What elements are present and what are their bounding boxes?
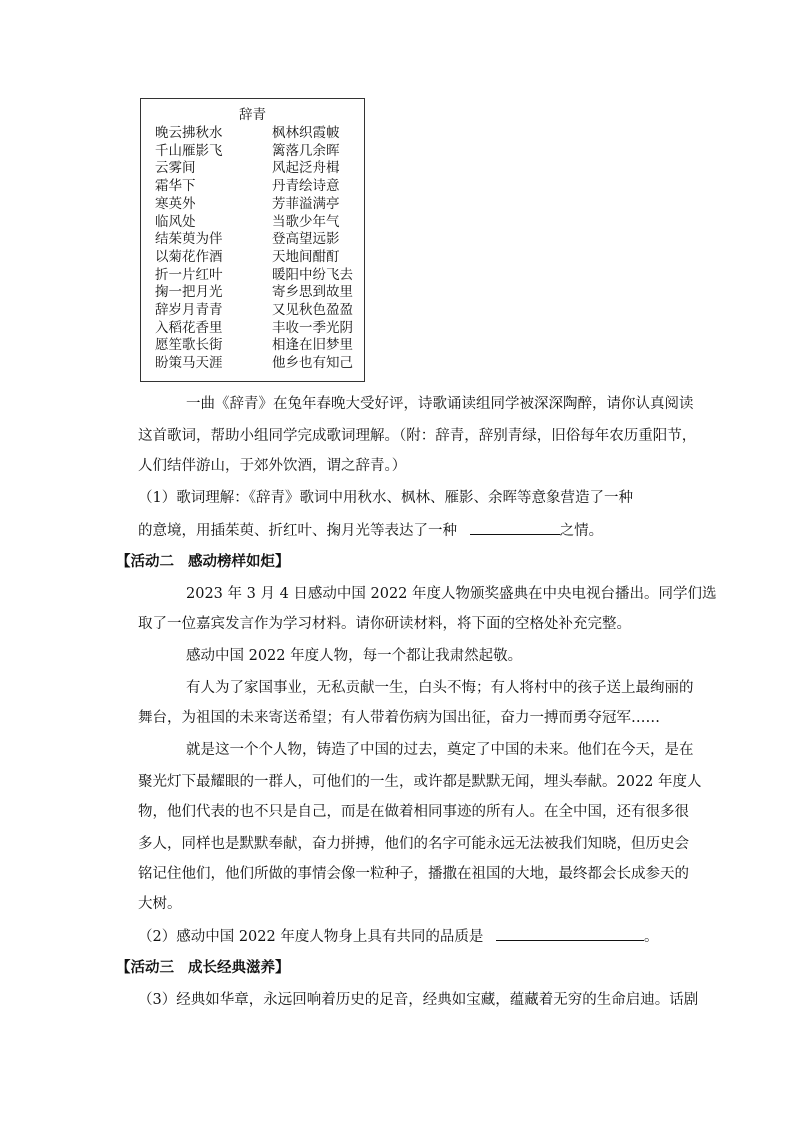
intro-line-2: 这首歌词，帮助小组同学完成歌词理解。（附：辞青，辞别青绿，旧俗每年农历重阳节， xyxy=(138,428,697,444)
material-p4-line-4: 多人，同样也是默默奉献，奋力拼搏，他们的名字可能永远无法被我们知晓，但历史会 xyxy=(138,836,689,852)
question-3-line-1: （3）经典如华章，永远回响着历史的足音，经典如宝藏，蕴藏着无穷的生命启迪。话剧 xyxy=(138,992,699,1008)
material-p3-line-2: 舞台，为祖国的未来寄送希望；有人带着伤病为国出征，奋力一搏而勇夺冠军…… xyxy=(138,710,660,726)
question-2 xyxy=(138,926,678,947)
activity-3-heading xyxy=(116,958,656,978)
poem-right-line: 又见秋色盈盈 xyxy=(272,302,353,318)
poem-right-line: 丰收一季光阴 xyxy=(272,319,353,336)
poem-right-line: 当歌少年气 xyxy=(272,213,340,230)
answer-blank-2[interactable] xyxy=(496,926,644,941)
activity-label: 活动二 xyxy=(130,553,174,570)
poem-left-line: 寒英外 xyxy=(155,195,196,212)
question-1-line-1: （1）歌词理解：《辞青》歌词中用秋水、枫林、雁影、余晖等意象营造了一种 xyxy=(138,490,633,506)
material-p1-line-1: 2023 年 3 月 4 日感动中国 2022 年度人物颁奖盛典在中央电视台播出。同学们选 xyxy=(186,586,717,602)
poem-title: 辞青 xyxy=(239,107,266,123)
poem-right-line: 天地间酣酊 xyxy=(272,248,340,265)
poem-left-line: 掬一把月光 xyxy=(155,284,223,301)
question-1-text: 的意境，用插茱萸、折红叶、掬月光等表达了一种 xyxy=(138,523,457,539)
bracket-close: 】 xyxy=(275,553,290,570)
answer-blank-1[interactable] xyxy=(470,520,560,535)
intro-line-3: 人们结伴游山，于郊外饮酒，谓之辞青。） xyxy=(138,458,407,474)
poem-right-line: 登高望远影 xyxy=(272,231,340,248)
material-p1-line-2: 取了一位嘉宾发言作为学习材料。请你研读材料，将下面的空格处补充完整。 xyxy=(138,616,631,632)
poem-left-line: 霜华下 xyxy=(155,178,196,195)
material-p4-line-2: 聚光灯下最耀眼的一群人，可他们的一生，或许都是默默无闻，埋头奉献。2022 年度人 xyxy=(138,774,702,790)
poem-left-line: 千山雁影飞 xyxy=(155,142,223,159)
poem-left-line: 云雾间 xyxy=(155,160,196,177)
material-p3-line-1: 有人为了家国事业，无私贡献一生，白头不悔；有人将村中的孩子送上最绚丽的 xyxy=(186,680,694,696)
poem-right-line: 枫林织霞帔 xyxy=(272,125,340,141)
poem-left-line: 入稻花香里 xyxy=(155,319,223,336)
poem-left-line: 临风处 xyxy=(155,213,196,230)
poem-box xyxy=(140,98,365,382)
question-2-end: 。 xyxy=(643,929,659,945)
material-p4-line-1: 就是这一个个人物，铸造了中国的过去，奠定了中国的未来。他们在今天，是在 xyxy=(186,742,694,758)
bracket-close: 】 xyxy=(275,959,290,976)
poem-left-line: 以菊花作酒 xyxy=(155,248,223,265)
poem-left-line: 晚云拂秋水 xyxy=(155,125,223,141)
poem-right-line: 丹青绘诗意 xyxy=(272,178,340,195)
poem-right-line: 风起泛舟楫 xyxy=(272,160,340,177)
poem-left-line: 愿笙歌长街 xyxy=(155,337,223,354)
poem-right-line: 暖阳中纷飞去 xyxy=(272,266,353,283)
question-1-end: 之情。 xyxy=(559,523,604,539)
activity-2-heading xyxy=(116,552,656,572)
material-p4-line-6: 大树。 xyxy=(138,896,182,912)
question-2-text: （2）感动中国 2022 年度人物身上具有共同的品质是 xyxy=(138,929,484,945)
material-p4-line-5: 铭记住他们，他们所做的事情会像一粒种子，播撒在祖国的大地，最终都会长成参天的 xyxy=(138,866,689,882)
bracket-open: 【 xyxy=(116,553,131,570)
poem-left-line: 折一片红叶 xyxy=(155,266,223,283)
poem-right-line: 寄乡思到故里 xyxy=(272,284,353,301)
poem-left-line: 盼策马天涯 xyxy=(155,355,223,372)
activity-label: 活动三 xyxy=(130,959,174,976)
material-p4-line-3: 物，他们代表的也不只是自己，而是在做着相同事迹的所有人。在全中国，还有很多很 xyxy=(138,804,689,820)
question-1-line-2 xyxy=(138,520,678,541)
poem-left-line: 结茱萸为伴 xyxy=(155,231,223,248)
activity-title: 成长经典滋养 xyxy=(188,959,275,976)
intro-line-1: 一曲《辞青》在兔年春晚大受好评，诗歌诵读组同学被深深陶醉，请你认真阅读 xyxy=(186,396,694,412)
activity-title: 感动榜样如炬 xyxy=(188,553,275,570)
poem-right-line: 芳菲溢满亭 xyxy=(272,195,340,212)
poem-right-line: 篱落几余晖 xyxy=(272,142,340,159)
poem-right-line: 相逢在旧梦里 xyxy=(272,337,353,354)
poem-left-line: 辞岁月青青 xyxy=(155,302,223,318)
material-p2: 感动中国 2022 年度人物，每一个都让我肃然起敬。 xyxy=(186,648,523,664)
bracket-open: 【 xyxy=(116,959,131,976)
poem-right-line: 他乡也有知己 xyxy=(272,355,353,372)
